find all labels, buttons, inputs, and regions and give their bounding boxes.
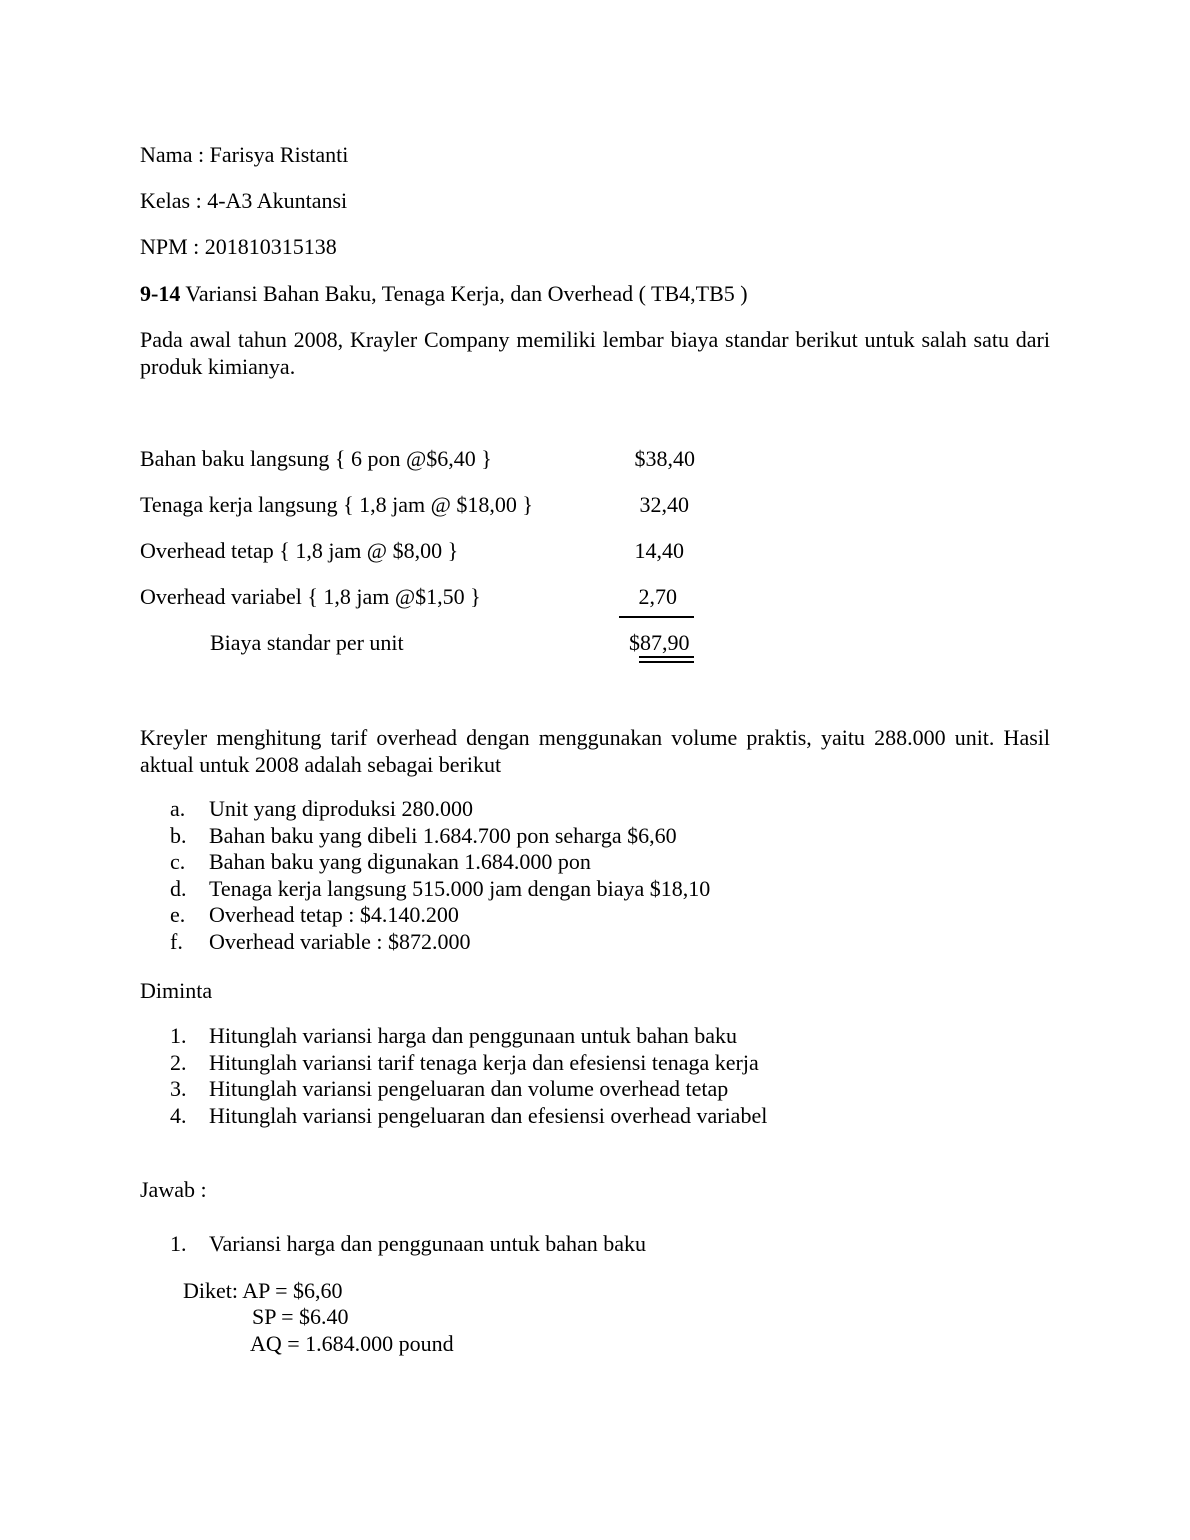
cost-row-label: Overhead tetap { 1,8 jam @ $8,00 } [140,538,459,563]
cost-total-value: 87,90 [640,630,690,655]
list-text: Bahan baku yang digunakan 1.684.000 pon [209,849,591,875]
list-text: Hitunglah variansi pengeluaran dan volume overhead tetap [209,1076,729,1102]
results-intro: Kreyler menghitung tarif overhead dengan menggunakan volume praktis, yaitu 288.000 unit. Hasil aktual untuk 2008 adalah sebagai berikut [140,725,1050,777]
list-marker: d. [170,875,187,901]
list-marker: 3. [170,1076,187,1102]
student-npm: NPM : 201810315138 [140,234,337,259]
list-text: Tenaga kerja langsung 515.000 jam dengan biaya $18,10 [209,875,711,901]
subtotal-rule [619,616,694,618]
cost-row-label: Bahan baku langsung { 6 pon @$6,40 } [140,446,492,471]
list-marker: 1. [170,1231,187,1256]
list-text: Variansi harga dan penggunaan untuk bahan baku [209,1231,647,1256]
list-text: Bahan baku yang dibeli 1.684.700 pon seharga $6,60 [209,822,677,848]
problem-title [140,281,748,307]
list-marker: 4. [170,1102,187,1128]
problem-intro: Pada awal tahun 2008, Krayler Company memiliki lembar biaya standar berikut untuk salah satu dari produk kimianya. [140,327,1050,379]
required-heading: Diminta [140,978,213,1003]
student-class: Kelas : 4-A3 Akuntansi [140,188,348,213]
problem-title-text: Variansi Bahan Baku, Tenaga Kerja, dan Overhead ( TB4,TB5 ) [180,281,748,306]
list-text: Overhead tetap : $4.140.200 [209,902,459,928]
list-marker: f. [170,928,183,954]
problem-number: 9-14 [140,281,181,306]
known-aq: AQ = 1.684.000 pound [250,1331,454,1356]
list-text: Hitunglah variansi harga dan penggunaan untuk bahan baku [209,1023,738,1048]
known-ap: Diket: AP = $6,60 [183,1278,343,1303]
cost-row-label: Tenaga kerja langsung { 1,8 jam @ $18,00 } [140,492,533,517]
cost-row-label: Overhead variabel { 1,8 jam @$1,50 } [140,584,481,609]
list-text: Unit yang diproduksi 280.000 [209,796,473,821]
list-marker: b. [170,822,187,848]
list-marker: c. [170,849,186,875]
known-sp: SP = $6.40 [252,1304,349,1329]
list-text: Hitunglah variansi tarif tenaga kerja dan efesiensi tenaga kerja [209,1049,759,1075]
cost-row-amount: $38,40 [634,446,695,471]
cost-row-amount: 14,40 [634,538,684,563]
cost-row-amount: 32,40 [639,492,689,517]
cost-total-amount [629,630,690,656]
cost-total-currency: $ [629,630,640,655]
student-name: Nama : Farisya Ristanti [140,142,349,167]
cost-row-amount: 2,70 [638,584,677,609]
total-double-underline [639,656,694,663]
list-marker: a. [170,796,186,821]
list-marker: 2. [170,1049,187,1075]
cost-total-label: Biaya standar per unit [210,630,404,655]
answer-heading: Jawab : [140,1177,207,1202]
list-marker: e. [170,902,186,928]
list-marker: 1. [170,1023,187,1048]
list-text: Overhead variable : $872.000 [209,928,471,954]
list-text: Hitunglah variansi pengeluaran dan efesiensi overhead variabel [209,1102,768,1128]
